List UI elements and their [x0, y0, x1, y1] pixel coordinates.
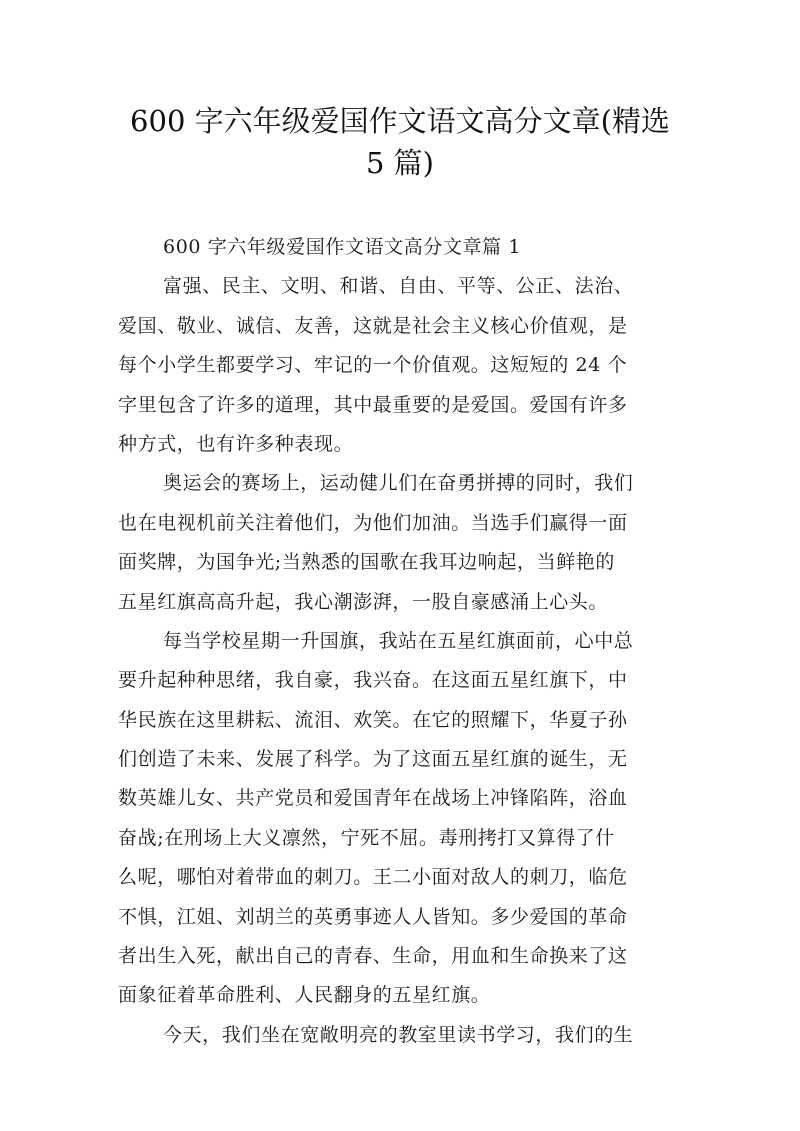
document-body: [118, 228, 690, 1055]
paragraph-line: 也在电视机前关注着他们，为他们加油。当选手们赢得一面: [118, 511, 628, 534]
paragraph-line: 面奖牌，为国争光;当熟悉的国歌在我耳边响起，当鲜艳的: [118, 551, 616, 574]
paragraph-line: 华民族在这里耕耘、流泪、欢笑。在它的照耀下，华夏子孙: [118, 708, 628, 731]
paragraph-line: 字里包含了许多的道理，其中最重要的是爱国。爱国有许多: [118, 393, 628, 416]
paragraph-line: 面象征着革命胜利、人民翻身的五星红旗。: [118, 984, 491, 1007]
paragraph-line: 者出生入死，献出自己的青春、生命，用血和生命换来了这: [118, 945, 628, 968]
paragraph-line: 不惧，江姐、刘胡兰的英勇事迹人人皆知。多少爱国的革命: [118, 905, 628, 928]
paragraph-line: 么呢，哪怕对着带血的刺刀。王二小面对敌人的刺刀，临危: [118, 866, 628, 889]
paragraph-line: 今天，我们坐在宽敞明亮的教室里读书学习，我们的生: [163, 1023, 634, 1046]
paragraph-line: 每当学校星期一升国旗，我站在五星红旗面前，心中总: [163, 629, 634, 652]
document-title-line-2: 5 篇): [366, 146, 434, 180]
paragraph-line: 爱国、敬业、诚信、友善，这就是社会主义核心价值观，是: [118, 314, 628, 337]
paragraph-line: 奥运会的赛场上，运动健儿们在奋勇拼搏的同时，我们: [163, 472, 634, 495]
paragraph-line: 数英雄儿女、共产党员和爱国青年在战场上冲锋陷阵，浴血: [118, 787, 628, 810]
document-title-line-1: 600 字六年级爱国作文语文高分文章(精选: [130, 104, 670, 138]
paragraph-line: 种方式，也有许多种表现。: [118, 432, 354, 455]
paragraph-line: 要升起种种思绪，我自豪，我兴奋。在这面五星红旗下，中: [118, 669, 628, 692]
paragraph-line: 五星红旗高高升起，我心潮澎湃，一股自豪感涌上心头。: [118, 590, 609, 613]
section-heading: 600 字六年级爱国作文语文高分文章篇 1: [163, 236, 522, 258]
paragraph-line: 富强、民主、文明、和谐、自由、平等、公正、法治、: [163, 275, 634, 298]
paragraph-line: 每个小学生都要学习、牢记的一个价值观。这短短的 24 个: [118, 354, 628, 377]
paragraph-line: 们创造了未来、发展了科学。为了这面五星红旗的诞生，无: [118, 748, 628, 771]
paragraph-line: 奋战;在刑场上大义凛然，宁死不屈。毒刑拷打又算得了什: [118, 826, 616, 849]
